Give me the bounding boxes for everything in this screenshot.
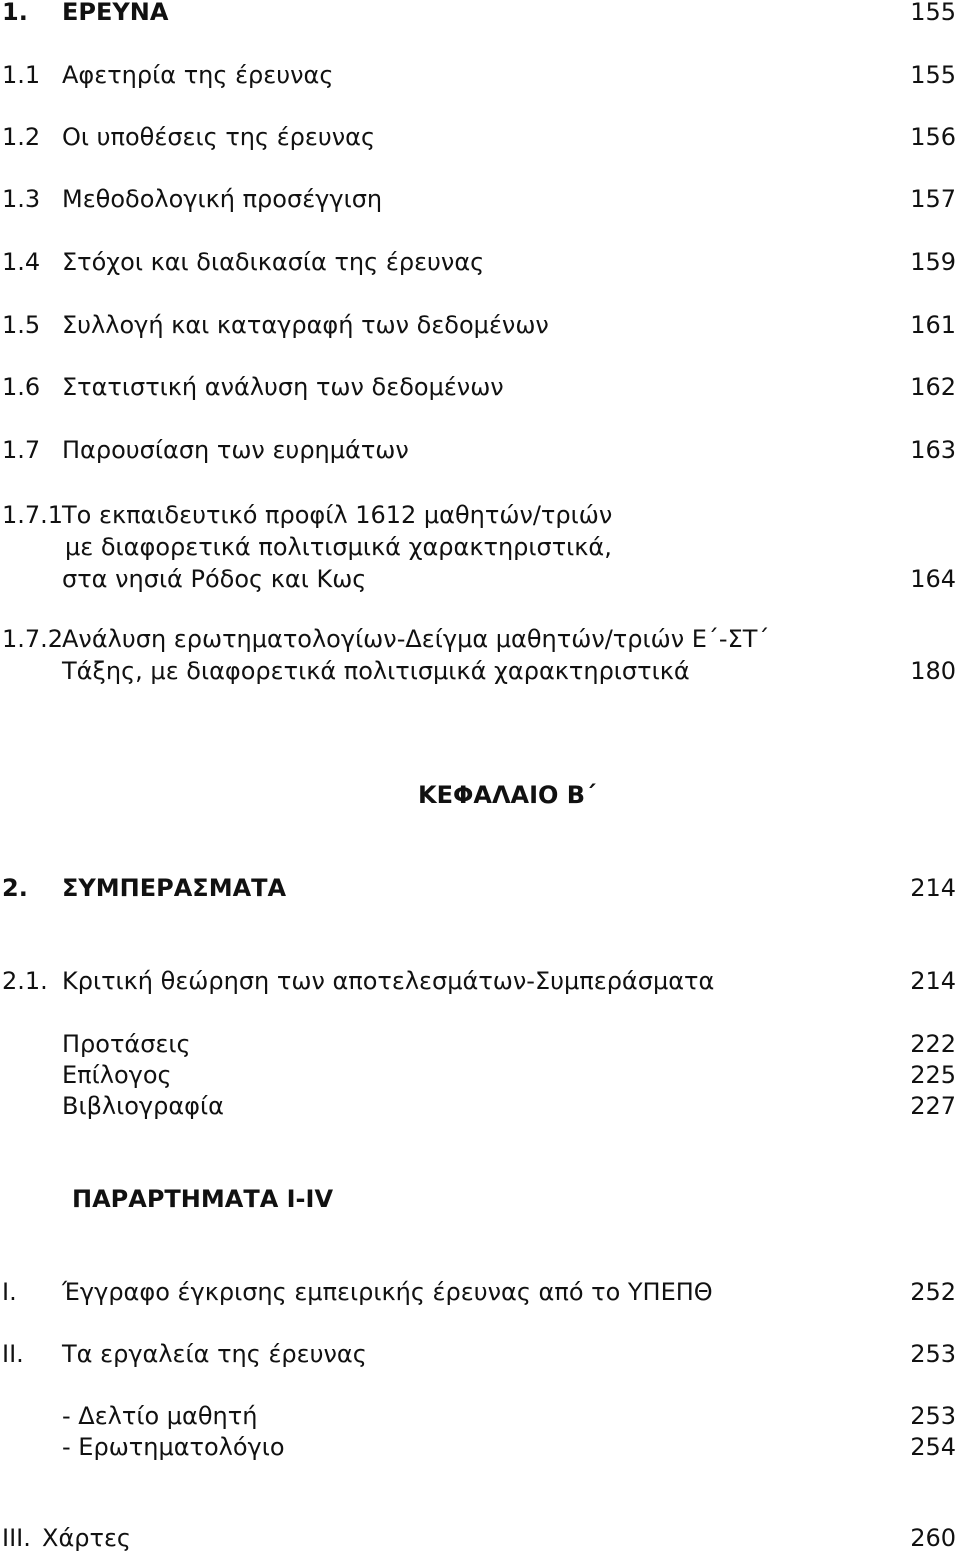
entry-page: 222 [910, 1030, 956, 1058]
entry-title: - Δελτίο μαθητή [62, 1402, 258, 1430]
entry-number: 2.1. [2, 967, 48, 995]
entry-title: Συλλογή και καταγραφή των δεδομένων [62, 311, 549, 339]
entry-number: 1.2 [2, 123, 41, 151]
entry-number: 1.4 [2, 248, 41, 276]
entry-title: ΕΡΕΥΝΑ [62, 0, 169, 26]
entry-title-line-3: στα νησιά Ρόδος και Κως [62, 565, 367, 593]
entry-title: Κριτική θεώρηση των αποτελεσμάτων-Συμπεράσματα [62, 967, 715, 995]
entry-number: II. [2, 1340, 24, 1368]
entry-title: ΣΥΜΠΕΡΑΣΜΑΤΑ [62, 874, 287, 902]
entry-number: 1.7 [2, 436, 41, 464]
entry-page: 157 [910, 185, 956, 213]
entry-page: 252 [910, 1278, 956, 1306]
entry-title: Τα εργαλεία της έρευνας [62, 1340, 367, 1368]
entry-page: 225 [910, 1061, 956, 1089]
entry-page: 214 [910, 967, 956, 995]
entry-number: 1.3 [2, 185, 41, 213]
entry-title: Προτάσεις [62, 1030, 191, 1058]
entry-page: 164 [910, 565, 956, 593]
entry-title: Μεθοδολογική προσέγγιση [62, 185, 383, 213]
entry-number: 2. [2, 874, 28, 902]
entry-title: - Ερωτηματολόγιο [62, 1433, 285, 1461]
entry-number: 1.6 [2, 373, 41, 401]
entry-page: 180 [910, 657, 956, 685]
entry-title: Στατιστική ανάλυση των δεδομένων [62, 373, 504, 401]
entry-title-line-2: Τάξης, με διαφορετικά πολιτισμικά χαρακτηριστικά [62, 657, 690, 685]
entry-title-line-1: Το εκπαιδευτικό προφίλ 1612 μαθητών/τριών [62, 501, 613, 529]
entry-title: Παρουσίαση των ευρημάτων [62, 436, 409, 464]
entry-page: 161 [910, 311, 956, 339]
entry-title: Επίλογος [62, 1061, 172, 1089]
entry-number: III. [2, 1524, 31, 1552]
entry-title: Βιβλιογραφία [62, 1092, 224, 1120]
entry-page: 227 [910, 1092, 956, 1120]
appendices-heading: ΠΑΡΑΡΤΗΜΑΤΑ I-IV [72, 1185, 334, 1213]
entry-title: Αφετηρία της έρευνας [62, 61, 334, 89]
entry-number: I. [2, 1278, 17, 1306]
entry-page: 260 [910, 1524, 956, 1552]
entry-title: Έγγραφο έγκρισης εμπειρικής έρευνας από το ΥΠΕΠΘ [62, 1278, 713, 1306]
entry-title: Χάρτες [42, 1524, 132, 1552]
entry-title-line-1: Ανάλυση ερωτηματολογίων-Δείγμα μαθητών/τριών Ε΄-ΣΤ΄ [62, 625, 770, 653]
entry-number: 1.7.1 [2, 501, 64, 529]
entry-number: 1.5 [2, 311, 41, 339]
entry-number: 1.1 [2, 61, 41, 89]
entry-page: 253 [910, 1340, 956, 1368]
entry-page: 156 [910, 123, 956, 151]
entry-page: 163 [910, 436, 956, 464]
entry-title-line-2: με διαφορετικά πολιτισμικά χαρακτηριστικά, [65, 533, 612, 561]
chapter-heading: ΚΕΦΑΛΑΙΟ Β΄ [418, 781, 596, 809]
entry-page: 155 [910, 61, 956, 89]
entry-page: 253 [910, 1402, 956, 1430]
entry-page: 159 [910, 248, 956, 276]
entry-page: 155 [910, 0, 956, 26]
entry-title: Στόχοι και διαδικασία της έρευνας [62, 248, 485, 276]
entry-number: 1.7.2 [2, 625, 64, 653]
entry-title: Οι υποθέσεις της έρευνας [62, 123, 376, 151]
entry-page: 214 [910, 874, 956, 902]
entry-page: 162 [910, 373, 956, 401]
entry-page: 254 [910, 1433, 956, 1461]
entry-number: 1. [2, 0, 28, 26]
